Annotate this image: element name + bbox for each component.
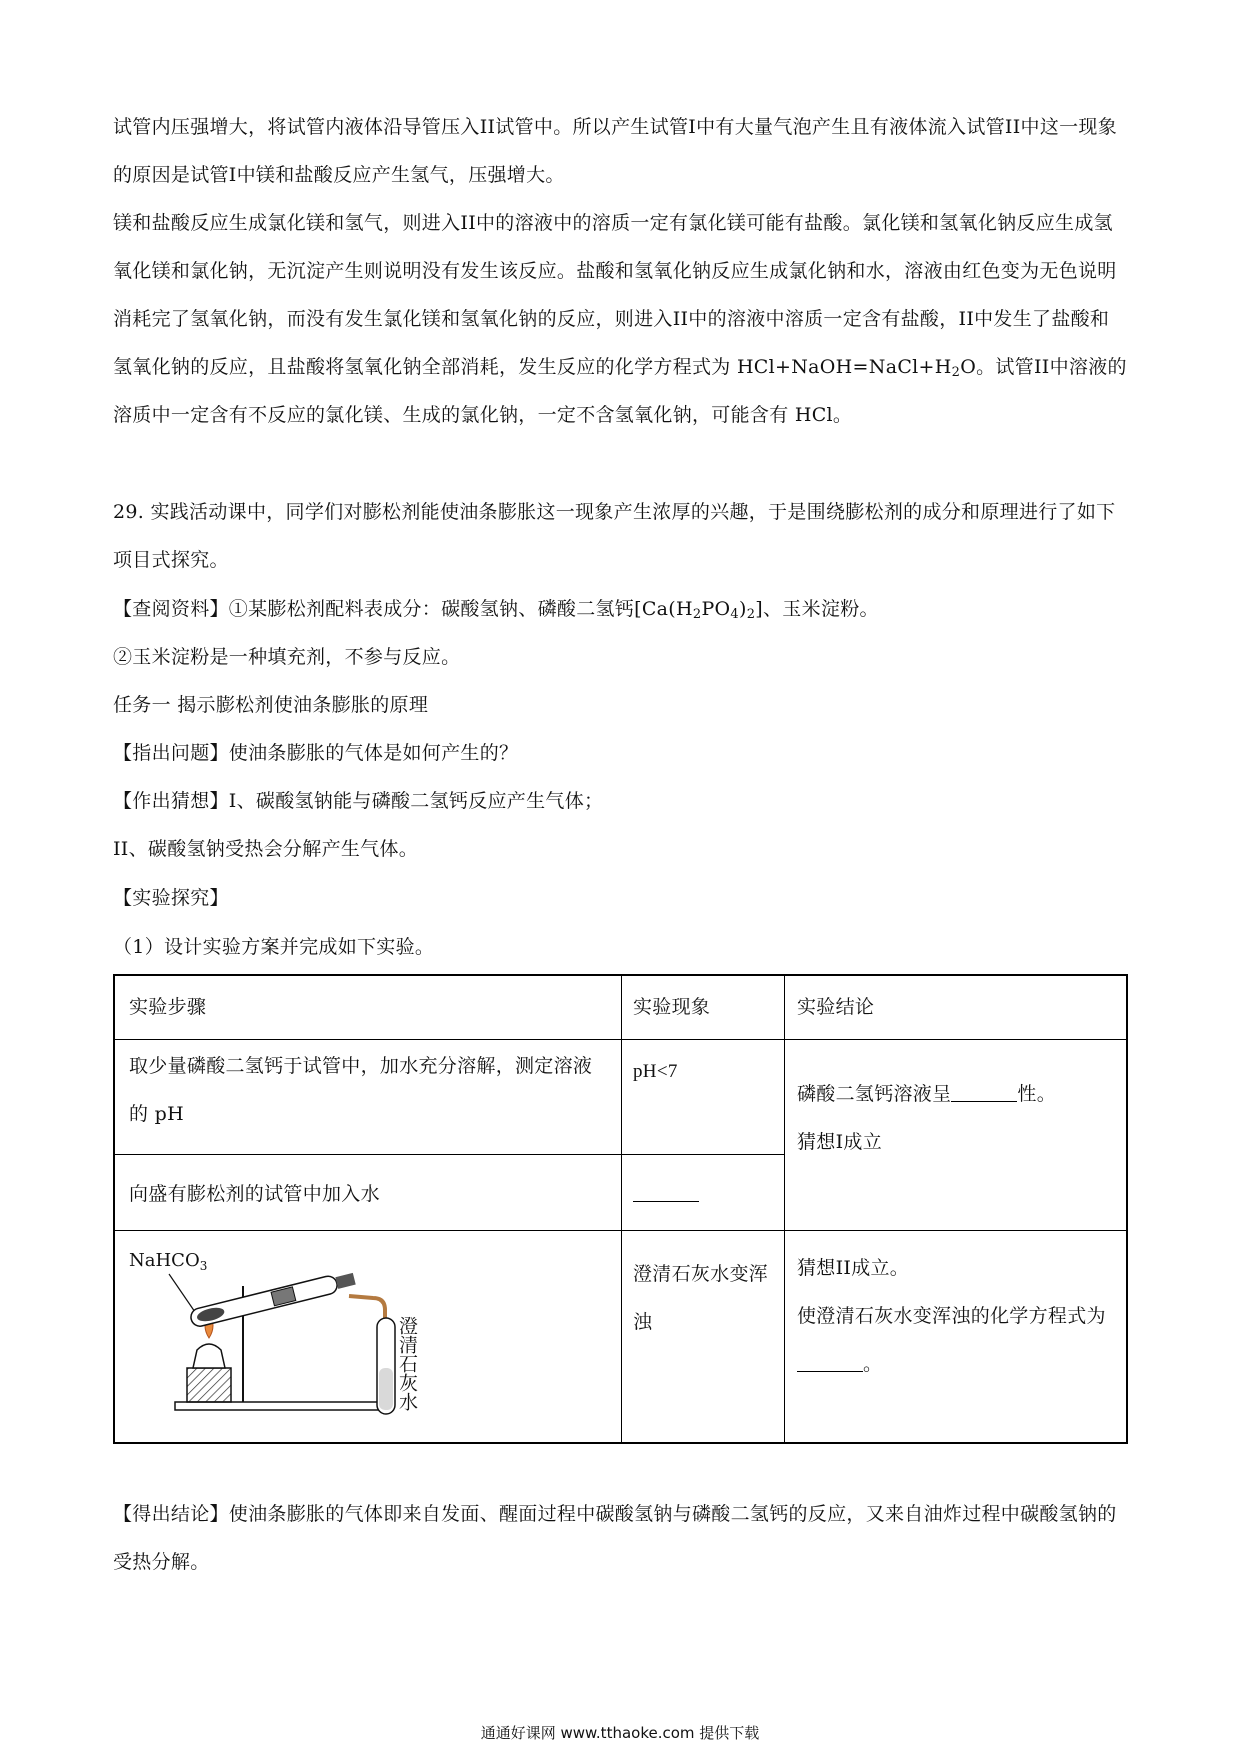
row1-step: 取少量磷酸二氢钙于试管中，加水充分溶解，测定溶液的 pH — [129, 1055, 593, 1125]
answer-blank — [633, 1181, 699, 1202]
row12-conclusion: 磷酸二氢钙溶液呈 性。 猜想I成立 — [797, 1083, 1057, 1153]
reference-2: ②玉米淀粉是一种填充剂，不参与反应。 — [113, 646, 461, 668]
experiment-heading: 【实验探究】 — [113, 887, 229, 909]
conclusion-paragraph: 【得出结论】使油条膨胀的气体即来自发面、醒面过程中碳酸氢钠与磷酸二氢钙的反应，又来自油炸过程中碳酸氢钠的受热分解。 — [113, 1503, 1117, 1573]
answer-blank — [951, 1081, 1017, 1102]
answer-blank — [797, 1351, 863, 1372]
row3-observation: 澄清石灰水变浑浊 — [633, 1263, 769, 1333]
wooden-block — [187, 1368, 231, 1402]
alcohol-lamp — [193, 1344, 225, 1368]
label-pointer — [169, 1274, 195, 1312]
table-divider — [621, 976, 622, 1442]
experiment-table — [113, 974, 1128, 1444]
table-divider — [115, 1230, 1126, 1231]
row2-observation-blank — [633, 1170, 699, 1218]
row2-step: 向盛有膨松剂的试管中加入水 — [129, 1183, 380, 1205]
paragraph-explanation-1: 试管内压强增大，将试管内液体沿导管压入II试管中。所以产生试管I中有大量气泡产生且有液体流入试管II中这一现象的原因是试管I中镁和盐酸反应产生氢气，压强增大。 — [113, 116, 1118, 186]
stand-base — [175, 1402, 389, 1410]
reference-1: 【查阅资料】①某膨松剂配料表成分：碳酸氢钠、磷酸二氢钙$[Ca(H_2PO_4)_2]$、玉米淀粉。 — [113, 598, 879, 622]
header-steps: 实验步骤 — [129, 996, 207, 1018]
hypothesis-2: II、碳酸氢钠受热会分解产生气体。 — [113, 838, 419, 860]
footer: 通通好课网 www.tthaoke.com 提供下载 — [480, 1724, 760, 1742]
test-tube-horizontal — [189, 1270, 356, 1328]
apparatus-diagram — [123, 1238, 423, 1438]
row1-observation: pH<7 — [633, 1061, 678, 1082]
question-29: 29. 实践活动课中，同学们对膨松剂能使油条膨胀这一现象产生浓厚的兴趣，于是围绕膨松剂的成分和原理进行了如下项目式探究。 — [113, 501, 1116, 571]
problem-statement: 【指出问题】使油条膨胀的气体是如何产生的？ — [113, 742, 519, 764]
nahco3-label: NaHCO$_3$ — [129, 1250, 208, 1273]
limewater — [379, 1368, 393, 1410]
limewater-label: 澄清石灰水 — [396, 1316, 418, 1411]
table-divider — [115, 1039, 1126, 1040]
table-divider — [784, 976, 785, 1442]
header-conclusion: 实验结论 — [797, 996, 875, 1018]
row3-conclusion: 猜想II成立。 使澄清石灰水变浑浊的化学方程式为。 — [797, 1257, 1106, 1375]
header-observation: 实验现象 — [633, 996, 711, 1018]
step-1-instruction: （1）设计实验方案并完成如下实验。 — [113, 936, 435, 958]
hypothesis-1: 【作出猜想】I、碳酸氢钠能与磷酸二氢钙反应产生气体； — [113, 790, 604, 812]
table-divider — [115, 1154, 784, 1155]
paragraph-explanation-2: 镁和盐酸反应生成氯化镁和氢气，则进入II中的溶液中的溶质一定有氯化镁可能有盐酸。氯化镁和氢氧化钠反应生成氢氧化镁和氯化钠，无沉淀产生则说明没有发生该反应。盐酸和氢氧化钠反应生成氯化钠和水，溶液由红色变为无色说明消耗完了氢氧化钠，而没有发生氯化镁和氢氧化钠的反应，则进入II中的溶液中溶质一定含有盐酸，II中发生了盐酸和氢氧化钠的反应，且盐酸将氢氧化钠全部消耗，发生反应的化学方程式为 $HCl+NaOH=NaCl+H_2O$。试管II中溶液的溶质中一定含有不反应的氯化镁、生成的氯化钠，一定不含氢氧化钠，可能含有 HCl。 — [113, 212, 1127, 426]
task-1-heading: 任务一 揭示膨松剂使油条膨胀的原理 — [113, 694, 429, 716]
